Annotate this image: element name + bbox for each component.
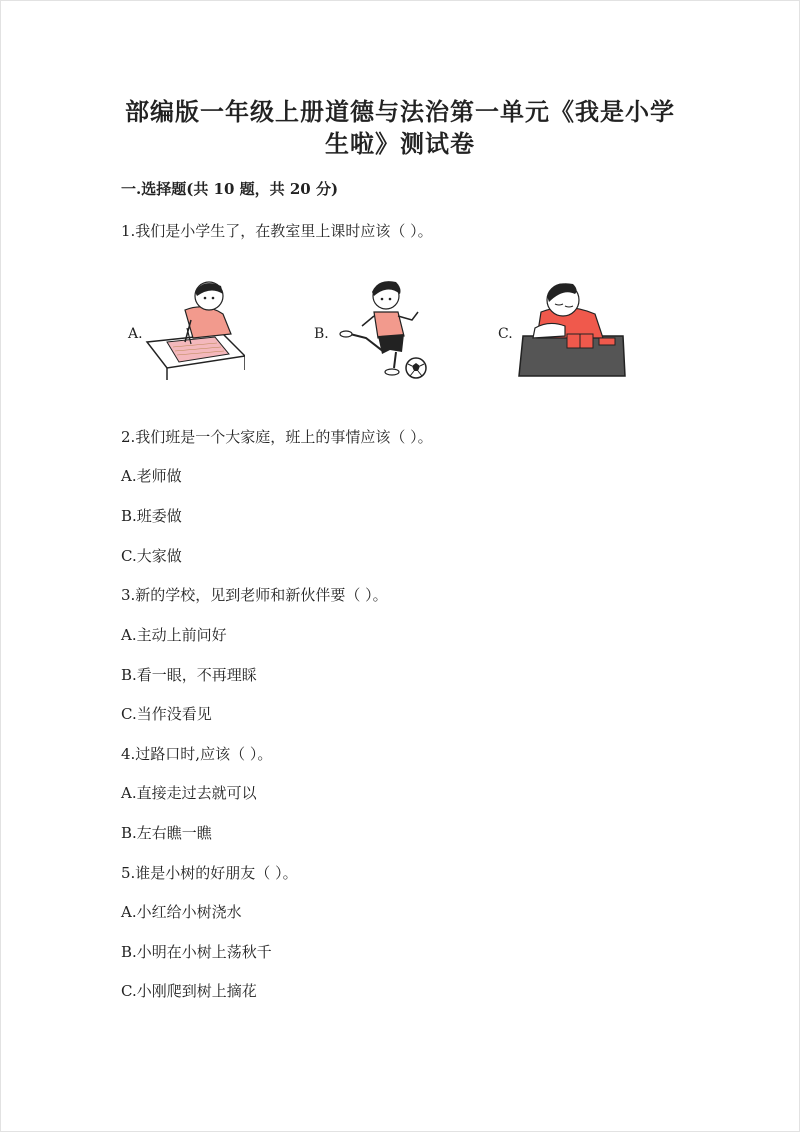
section-heading: 一.选择题(共 10 题，共 20 分) (121, 180, 339, 198)
q2-option-b[interactable]: B.班委做 (121, 507, 182, 525)
boy-sleeping-at-desk-icon (515, 272, 630, 382)
page-title (100, 96, 700, 160)
q4-option-a[interactable]: A.直接走过去就可以 (121, 784, 257, 802)
q5-option-a[interactable]: A.小红给小树浇水 (121, 903, 242, 921)
boy-playing-football-icon (330, 272, 430, 382)
q2-option-c[interactable]: C.大家做 (121, 547, 182, 565)
q5-option-b[interactable]: B.小明在小树上荡秋千 (121, 943, 272, 961)
boy-writing-at-desk-icon (145, 272, 245, 382)
q5-option-c[interactable]: C.小刚爬到树上摘花 (121, 982, 257, 1000)
question-2-stem: 2.我们班是一个大家庭，班上的事情应该（ ）。 (121, 428, 433, 446)
q1-picture-b-label: B. (314, 326, 329, 342)
q3-option-b[interactable]: B.看一眼，不再理睬 (121, 666, 257, 684)
title-line-2: 生啦》测试卷 (325, 129, 475, 158)
q1-picture-c-label: C. (498, 326, 513, 342)
question-5-stem: 5.谁是小树的好朋友（ ）。 (121, 864, 298, 882)
q4-option-b[interactable]: B.左右瞧一瞧 (121, 824, 212, 842)
q3-option-a[interactable]: A.主动上前问好 (121, 626, 227, 644)
q2-option-a[interactable]: A.老师做 (121, 467, 182, 485)
q1-picture-a-label: A. (128, 326, 143, 342)
title-line-1: 部编版一年级上册道德与法治第一单元《我是小学 (125, 97, 675, 126)
question-4-stem: 4.过路口时,应该（ ）。 (121, 745, 273, 763)
q3-option-c[interactable]: C.当作没看见 (121, 705, 212, 723)
question-3-stem: 3.新的学校，见到老师和新伙伴要（ ）。 (121, 586, 388, 604)
question-1-stem: 1.我们是小学生了，在教室里上课时应该（ ）。 (121, 222, 433, 240)
